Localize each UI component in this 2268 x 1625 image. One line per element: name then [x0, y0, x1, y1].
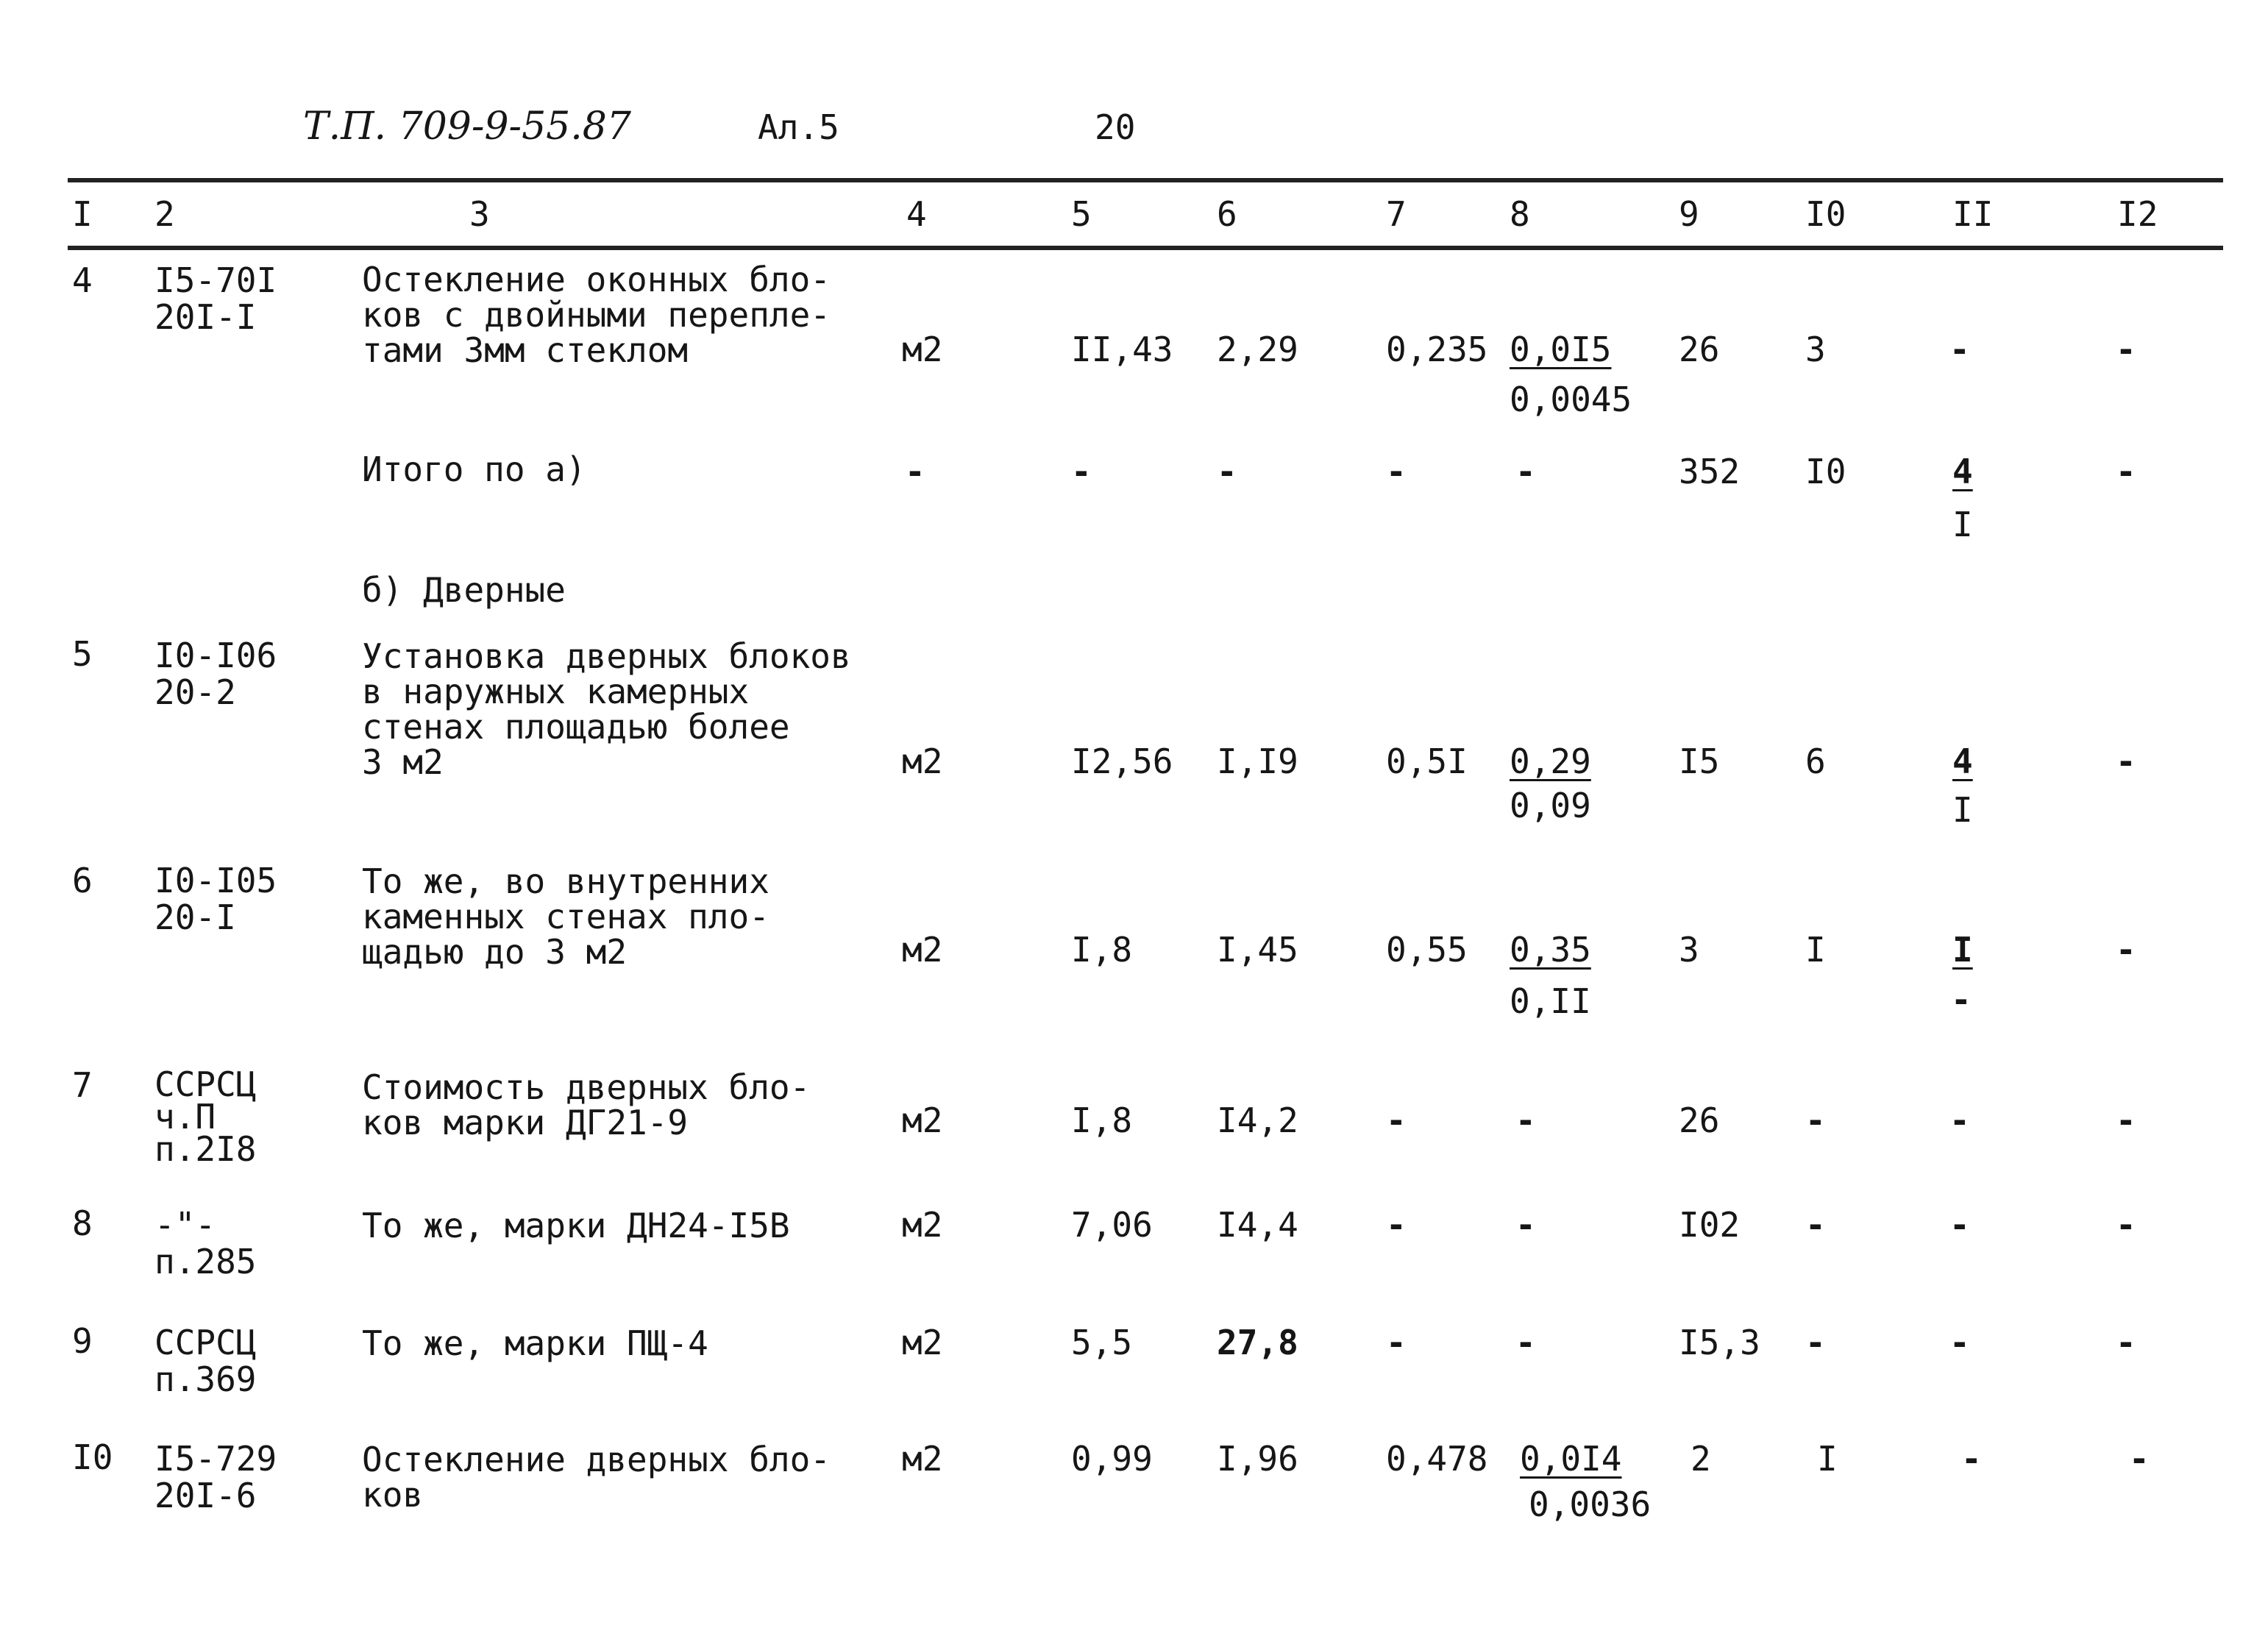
value-col8-top: 0,0I5	[1510, 330, 1612, 369]
work-description: Остекление дверных бло- ков	[362, 1440, 831, 1515]
value-col6: I4,4	[1217, 1205, 1298, 1245]
value-col8-top: 0,35	[1510, 930, 1591, 970]
unit: м2	[902, 1323, 943, 1362]
value-col7: -	[1386, 1100, 1407, 1140]
value-col12: -	[2129, 1439, 2150, 1479]
unit: м2	[902, 1205, 943, 1245]
column-header: 7	[1386, 194, 1407, 234]
total-label: Итого по а)	[362, 449, 586, 489]
value-col12: -	[2116, 742, 2136, 781]
value-col7: -	[1386, 452, 1407, 491]
value-col11-bottom: I	[1952, 790, 1973, 830]
value-col6: 27,8	[1217, 1323, 1298, 1362]
value-col10: I	[1817, 1439, 1838, 1479]
row-number: 5	[72, 634, 93, 674]
value-col11: -	[1949, 1100, 1970, 1140]
work-description: То же, марки ПЩ-4	[362, 1323, 708, 1363]
value-col9: I5,3	[1679, 1323, 1760, 1362]
value-col9: I02	[1679, 1205, 1741, 1245]
doc-number: Т.П. 709-9-55.87	[303, 104, 631, 149]
value-col9: I5	[1679, 742, 1720, 781]
value-col9: 26	[1679, 330, 1720, 369]
column-header: 5	[1071, 194, 1092, 234]
value-col12: -	[2116, 930, 2136, 970]
page-number: 20	[1095, 107, 1136, 147]
unit: м2	[902, 330, 943, 369]
value-col8: -	[1515, 1205, 1536, 1245]
unit: м2	[902, 742, 943, 781]
row-number: 6	[72, 861, 93, 900]
value-col7: 0,5I	[1386, 742, 1468, 781]
column-header: 9	[1679, 194, 1699, 234]
value-col8: -	[1515, 1323, 1536, 1362]
value-col10: -	[1805, 1323, 1826, 1362]
value-col12: -	[2116, 330, 2136, 369]
work-description: Остекление оконных бло- ков с двойными перепле- тами 3мм стеклом	[362, 260, 831, 370]
value-col11-top: I	[1952, 930, 1973, 970]
value-col11-top: 4	[1952, 452, 1973, 491]
value-col11: -	[1949, 1205, 1970, 1245]
unit: м2	[902, 930, 943, 970]
table-header-rule	[68, 246, 2223, 250]
column-header: 4	[906, 194, 927, 234]
norm-code: I0-I06 20-2	[154, 636, 277, 712]
section-heading: б) Дверные	[362, 570, 566, 610]
value-col8-bottom: 0,09	[1510, 786, 1591, 825]
work-description: Установка дверных блоков в наружных камерных стенах площадью более 3 м2	[362, 636, 851, 782]
value-col6: -	[1217, 452, 1237, 491]
value-col6: I4,2	[1217, 1100, 1298, 1140]
norm-code: -"- п.285	[154, 1205, 257, 1281]
norm-code: ССРСЦ п.369	[154, 1323, 257, 1399]
value-col8: -	[1515, 1100, 1536, 1140]
value-col11: -	[1949, 1323, 1970, 1362]
column-header: II	[1952, 194, 1994, 234]
value-col9: 26	[1679, 1100, 1720, 1140]
value-col12: -	[2116, 1100, 2136, 1140]
norm-code: ССРСЦ ч.П п.2I8	[154, 1064, 257, 1169]
column-header: 8	[1510, 194, 1530, 234]
value-col7: 0,478	[1386, 1439, 1488, 1479]
column-header: 2	[154, 194, 175, 234]
value-unit: -	[905, 452, 925, 491]
value-col6: I,96	[1217, 1439, 1298, 1479]
value-col8-bottom: 0,0036	[1529, 1484, 1652, 1524]
value-col8-top: 0,0I4	[1520, 1439, 1622, 1479]
value-col10: -	[1805, 1100, 1826, 1140]
table-top-rule	[68, 178, 2223, 182]
value-col11: -	[1949, 330, 1970, 369]
norm-code: I5-729 20I-6	[154, 1439, 277, 1515]
work-description: То же, марки ДН24-I5В	[362, 1206, 790, 1245]
value-col6: I,45	[1217, 930, 1298, 970]
value-col6: I,I9	[1217, 742, 1298, 781]
value-col9: 352	[1679, 452, 1741, 491]
unit: м2	[902, 1100, 943, 1140]
work-description: Стоимость дверных бло- ков марки ДГ21-9	[362, 1067, 811, 1142]
column-header: I	[72, 194, 93, 234]
value-col10: 3	[1805, 330, 1826, 369]
value-col11-bottom: I	[1952, 505, 1973, 544]
value-col11-top: 4	[1952, 742, 1973, 781]
value-col5: I,8	[1071, 1100, 1133, 1140]
value-col10: I0	[1805, 452, 1846, 491]
value-col5: II,43	[1071, 330, 1173, 369]
column-header: 6	[1217, 194, 1237, 234]
value-col5: 5,5	[1071, 1323, 1133, 1362]
value-col5: 7,06	[1071, 1205, 1153, 1245]
value-col12: -	[2116, 1205, 2136, 1245]
value-col8-bottom: 0,II	[1510, 981, 1591, 1021]
row-number: 8	[72, 1203, 93, 1243]
row-number: 9	[72, 1321, 93, 1361]
norm-code: I0-I05 20-I	[154, 861, 277, 937]
value-col11-bottom: -	[1951, 980, 1972, 1020]
value-col5: 0,99	[1071, 1439, 1153, 1479]
column-header: I0	[1805, 194, 1846, 234]
unit: м2	[902, 1439, 943, 1479]
value-col10: 6	[1805, 742, 1826, 781]
work-description: То же, во внутренних каменных стенах пло- щадью до 3 м2	[362, 861, 769, 972]
value-col8: -	[1515, 452, 1536, 491]
value-col10: I	[1805, 930, 1826, 970]
value-col7: 0,235	[1386, 330, 1488, 369]
value-col11: -	[1961, 1439, 1982, 1479]
value-col5: I,8	[1071, 930, 1133, 970]
value-col8-bottom: 0,0045	[1510, 380, 1632, 419]
value-col9: 2	[1691, 1439, 1711, 1479]
value-col12: -	[2116, 1323, 2136, 1362]
value-col9: 3	[1679, 930, 1699, 970]
row-number: 4	[72, 260, 93, 300]
column-header: I2	[2117, 194, 2158, 234]
column-header: 3	[469, 194, 490, 234]
value-col5: -	[1071, 452, 1092, 491]
value-col10: -	[1805, 1205, 1826, 1245]
value-col8-top: 0,29	[1510, 742, 1591, 781]
value-col6: 2,29	[1217, 330, 1298, 369]
value-col12: -	[2116, 452, 2136, 491]
row-number: 7	[72, 1065, 93, 1105]
value-col7: -	[1386, 1205, 1407, 1245]
sheet-label: Ал.5	[758, 107, 839, 147]
norm-code: I5-70I 20I-I	[154, 260, 277, 337]
value-col5: I2,56	[1071, 742, 1173, 781]
value-col7: 0,55	[1386, 930, 1468, 970]
value-col7: -	[1386, 1323, 1407, 1362]
row-number: I0	[72, 1437, 113, 1477]
